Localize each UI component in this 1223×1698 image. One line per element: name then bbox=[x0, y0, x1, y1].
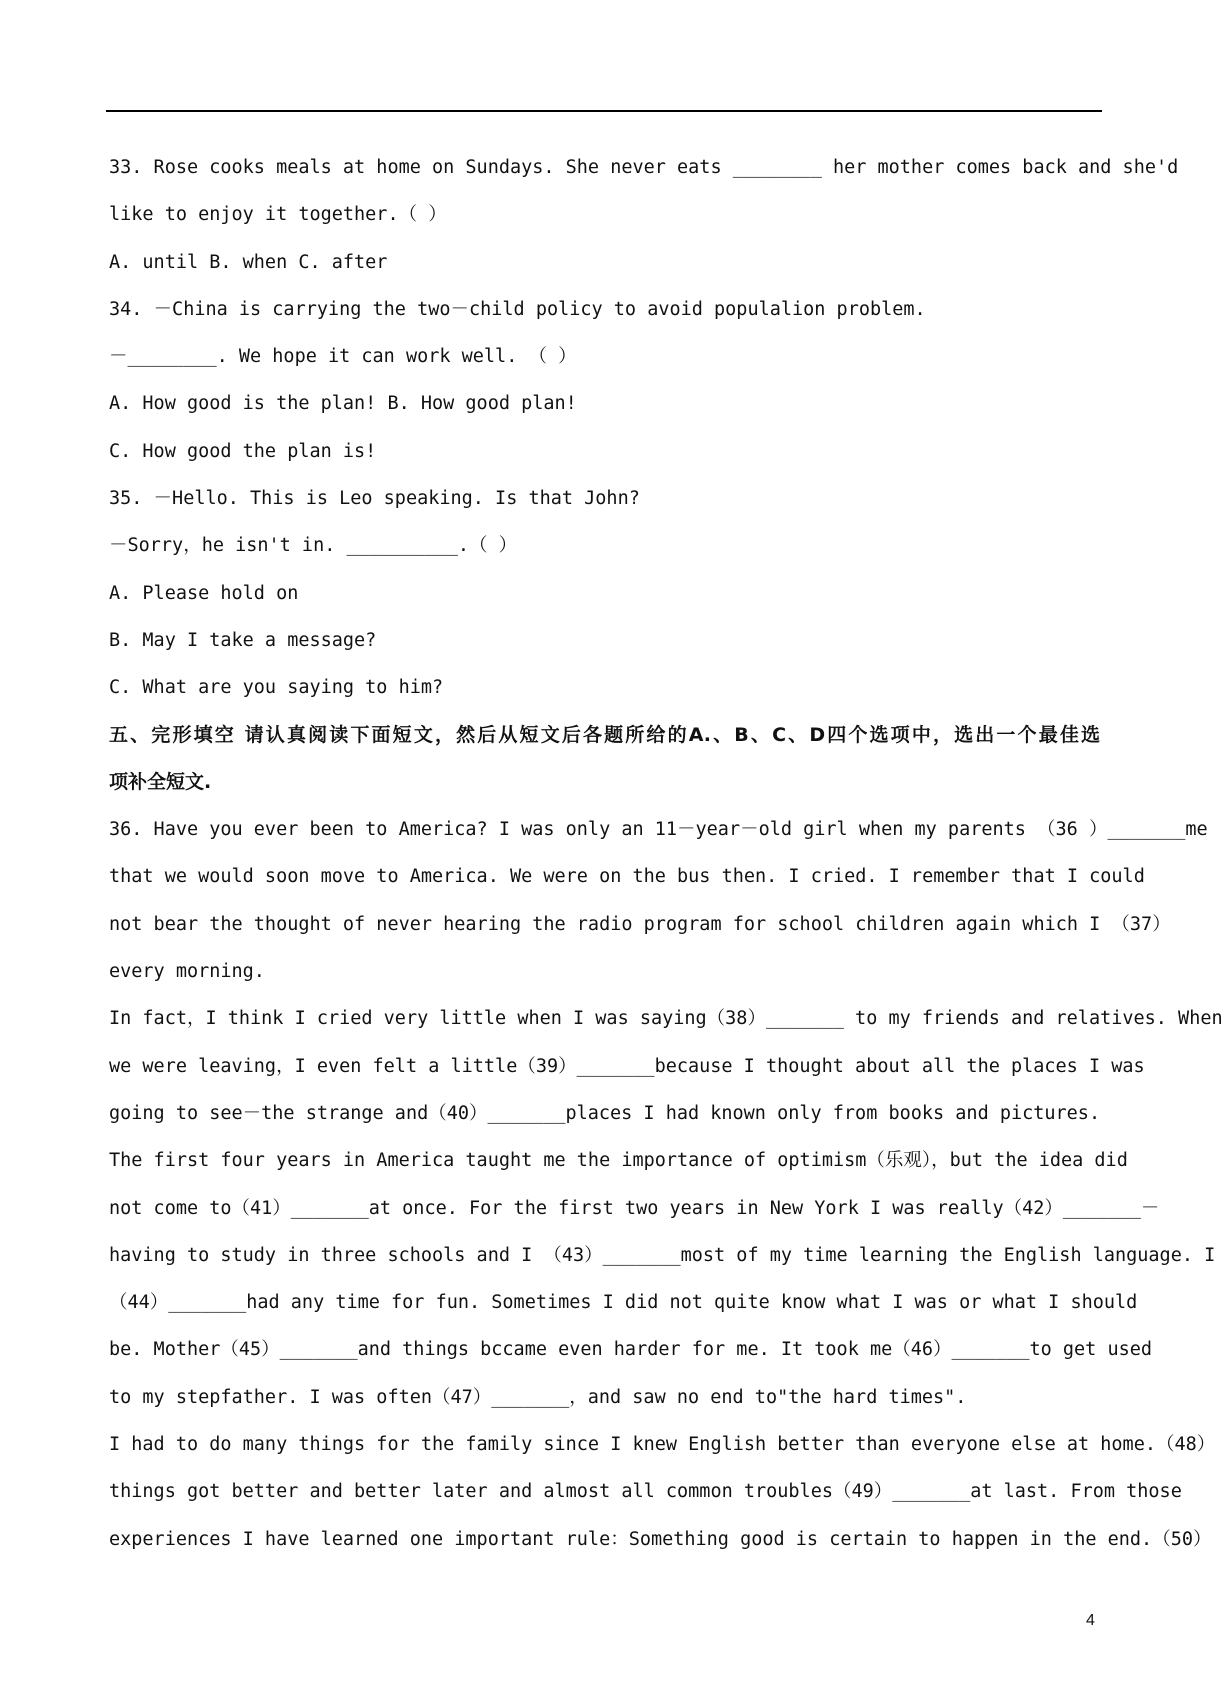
text-line: A. until B. when C. after bbox=[109, 251, 388, 273]
text-line: In fact，I think I cried very little when I was saying（38）_______ to my friends and relatives. When bbox=[109, 1008, 1223, 1030]
text-line: experiences I have learned one important rule：Something good is certain to happen in the end.（50） bbox=[109, 1528, 1212, 1550]
text-line: 33. Rose cooks meals at home on Sundays. She never eats ________ her mother comes back and she'd bbox=[109, 157, 1179, 178]
text-line: going to see－the strange and（40）_______places I had known only from books and pictures. bbox=[109, 1102, 1101, 1124]
text-line: not come to（41）_______at once. For the first two years in New York I was really（42）_______－ bbox=[109, 1197, 1160, 1219]
text-line: 36. Have you ever been to America? I was only an 11－year－old girl when my parents （36 ）_______me bbox=[109, 819, 1208, 841]
text-line: A. How good is the plan! B. How good plan! bbox=[109, 393, 577, 415]
text-line: like to enjoy it together.（ ） bbox=[109, 204, 447, 226]
text-line: every morning. bbox=[109, 961, 265, 983]
text-line: －Sorry，he isn't in. __________.（ ） bbox=[109, 535, 518, 557]
page-number: 4 bbox=[1086, 1612, 1095, 1629]
text-line: not bear the thought of never hearing the radio program for school children again which I （37） bbox=[109, 913, 1171, 935]
text-line: 35. －Hello. This is Leo speaking. Is that John? bbox=[109, 488, 640, 510]
text-line: The first four years in America taught me the importance of optimism（乐观），but the idea did bbox=[109, 1150, 1128, 1172]
text-line: I had to do many things for the family since I knew English better than everyone else at home.（48） bbox=[109, 1434, 1216, 1456]
document-body bbox=[109, 144, 1223, 1563]
text-line: we were leaving，I even felt a little（39）_______because I thought about all the places I was bbox=[109, 1055, 1145, 1077]
text-line: things got better and better later and almost all common troubles（49）_______at last. From those bbox=[109, 1481, 1182, 1503]
text-line: be. Mother（45）_______and things bccame even harder for me. It took me（46）_______to get used bbox=[109, 1339, 1153, 1361]
section-heading-line: 五、完形填空 请认真阅读下面短文，然后从短文后各题所给的A.、B、C、D四个选项中，选出一个最佳选 bbox=[109, 723, 1100, 746]
text-line: to my stepfather. I was often（47）_______，and saw no end to"the hard times". bbox=[109, 1386, 967, 1408]
text-line: 34. －China is carrying the two－child policy to avoid populalion problem. bbox=[109, 298, 926, 320]
text-line: C. What are you saying to him? bbox=[109, 677, 444, 699]
text-line: －________. We hope it can work well. （ ） bbox=[109, 346, 577, 368]
text-line: that we would soon move to America. We were on the bus then. I cried. I remember that I could bbox=[109, 866, 1145, 888]
section-heading-line: 项补全短文. bbox=[109, 770, 212, 793]
text-line: （44）_______had any time for fun. Sometimes I did not quite know what I was or what I should bbox=[109, 1292, 1138, 1314]
text-line: C. How good the plan is! bbox=[109, 440, 377, 462]
text-line: having to study in three schools and I （43）_______most of my time learning the English language. I bbox=[109, 1244, 1216, 1266]
text-line: A. Please hold on bbox=[109, 582, 299, 604]
text-line: B. May I take a message? bbox=[109, 629, 377, 651]
header-rule bbox=[106, 110, 1102, 112]
